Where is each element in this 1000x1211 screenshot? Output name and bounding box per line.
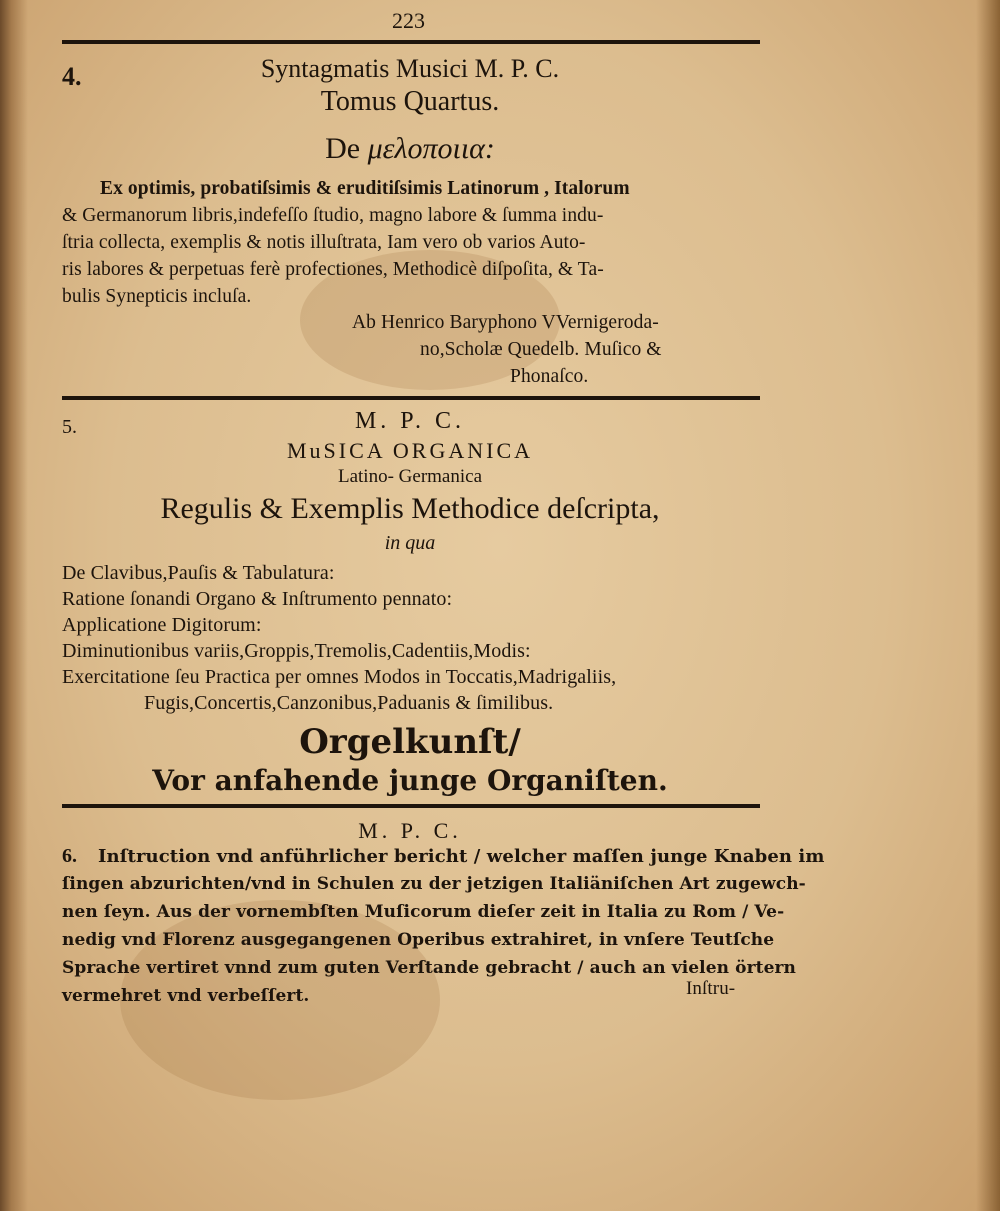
body-line: ſtria collecta, exemplis & notis illuſtrata, Iam vero ob varios Auto-: [62, 232, 586, 253]
list-item: Fugis,Concertis,Canzonibus,Paduanis & ſimilibus.: [144, 692, 554, 714]
list-item: Diminutionibus variis,Groppis,Tremolis,Cadentiis,Modis:: [62, 640, 531, 662]
body-line: bulis Synepticis incluſa.: [62, 286, 252, 307]
catchword: Inſtru-: [686, 978, 736, 999]
body-line: Inſtruction vnd anführlicher bericht / welcher maſſen junge Knaben im: [98, 846, 825, 867]
page-binding-edge: [0, 0, 28, 1211]
body-line: ſingen abzurichten/vnd in Schulen zu der jetzigen Italiäniſchen Art zugewch-: [62, 874, 806, 894]
entry-heading: M. P. C.: [358, 818, 462, 843]
body-line: Sprache vertiret vnnd zum guten Verſtande gebracht / auch an vielen örtern: [62, 958, 797, 978]
body-line: vermehret vnd verbeſſert.: [62, 986, 310, 1006]
page-outer-edge: [976, 0, 1000, 1211]
entry-number: 4.: [62, 62, 82, 91]
entry-number: 6.: [62, 845, 77, 867]
in-qua-label: in qua: [384, 532, 436, 554]
body-line: Ex optimis, probatiſsimis & eruditiſsimis Latinorum , Italorum: [100, 178, 630, 199]
section-rule: [62, 396, 760, 400]
tome-title: Tomus Quartus.: [320, 86, 500, 117]
author-line: Phonaſco.: [510, 366, 589, 387]
subject-greek: μελοποιια:: [367, 132, 495, 165]
work-subtitle: Latino- Germanica: [337, 466, 482, 487]
author-line: no,Scholæ Quedelb. Muſico &: [420, 339, 662, 360]
section-rule: [62, 804, 760, 808]
german-title: Orgelkunſt/: [299, 722, 521, 762]
subject-prefix: De: [325, 132, 361, 165]
entry-heading: M. P. C.: [354, 408, 466, 434]
work-title: MuSICA ORGANICA: [286, 438, 534, 463]
list-item: Exercitatione ſeu Practica per omnes Modos in Toccatis,Madrigaliis,: [62, 666, 617, 688]
body-line: & Germanorum libris,indefeſſo ſtudio, magno labore & ſumma indu-: [62, 205, 604, 226]
header-rule: [62, 40, 760, 44]
author-line: Ab Henrico Baryphono VVernigeroda-: [352, 312, 659, 333]
entry-heading: Syntagmatis Musici M. P. C.: [260, 54, 560, 83]
list-item: Applicatione Digitorum:: [62, 614, 262, 636]
page-number: 223: [392, 8, 425, 33]
body-line: ris labores & perpetuas ferè profectiones, Methodicè diſpoſita, & Ta-: [62, 259, 604, 280]
body-line: nen ſeyn. Aus der vornembſten Muſicorum dieſer zeit in Italia zu Rom / Ve-: [62, 902, 785, 922]
subject-line: [60, 132, 760, 166]
entry-number: 5.: [62, 416, 77, 438]
list-item: Ratione ſonandi Organo & Inſtrumento pennato:: [62, 588, 453, 610]
body-line: nedig vnd Florenz ausgegangenen Operibus extrahiret, in vnſere Teutſche: [62, 930, 775, 950]
german-subtitle: Vor anfahende junge Organiſten.: [152, 764, 668, 797]
list-item: De Clavibus,Pauſis & Tabulatura:: [62, 562, 335, 584]
work-description: Regulis & Exemplis Methodice deſcripta,: [160, 492, 660, 525]
